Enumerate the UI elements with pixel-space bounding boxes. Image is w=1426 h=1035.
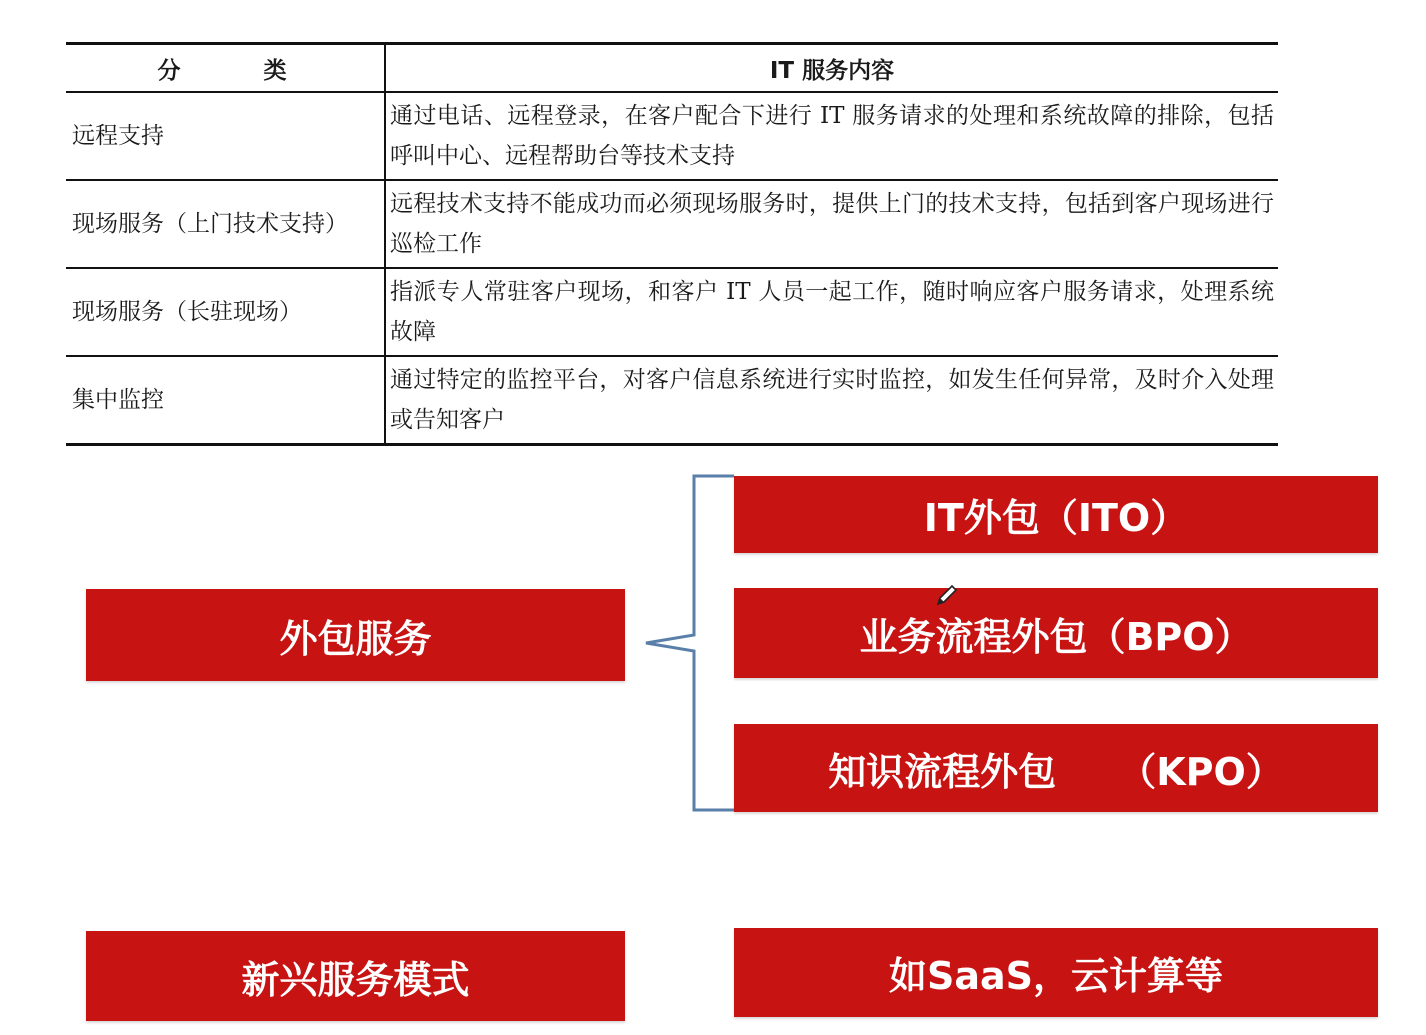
row-content: 远程技术支持不能成功而必须现场服务时，提供上门的技术支持，包括到客户现场进行巡检工作 [390, 191, 1274, 257]
kpo-label-group [828, 741, 1284, 796]
table-header-row [66, 44, 1278, 93]
saas-box [734, 928, 1378, 1017]
row-content: 通过特定的监控平台，对客户信息系统进行实时监控，如发生任何异常，及时介入处理或告知客户 [390, 367, 1274, 433]
table-row [66, 92, 1278, 180]
table-row [66, 356, 1278, 445]
outsourcing-box [86, 589, 625, 681]
row-content: 通过电话、远程登录，在客户配合下进行 IT 服务请求的处理和系统故障的排除，包括呼叫中心、远程帮助台等技术支持 [390, 103, 1274, 169]
emerging-label: 新兴服务模式 [241, 957, 470, 1002]
row-category: 现场服务（长驻现场） [66, 268, 385, 356]
bpo-label: 业务流程外包（BPO） [859, 614, 1253, 659]
row-category: 远程支持 [66, 92, 385, 180]
header-content: IT 服务内容 [769, 57, 895, 84]
outsourcing-label: 外包服务 [279, 616, 432, 661]
kpo-abbr: （KPO） [1118, 749, 1284, 794]
table-row [66, 268, 1278, 356]
brace-path [646, 476, 734, 810]
emerging-services-box [86, 931, 625, 1021]
row-category: 现场服务（上门技术支持） [66, 180, 385, 268]
bpo-box [734, 588, 1378, 678]
row-content: 指派专人常驻客户现场，和客户 IT 人员一起工作，随时响应客户服务请求，处理系统故障 [390, 279, 1274, 345]
it-service-table [66, 42, 1278, 446]
brace-connector [640, 470, 740, 820]
ito-box [734, 476, 1378, 553]
pencil-icon [934, 582, 960, 608]
table-row [66, 180, 1278, 268]
saas-label: 如SaaS，云计算等 [888, 954, 1224, 998]
header-category: 分 类 [66, 44, 385, 93]
ito-label: IT外包（ITO） [923, 496, 1189, 540]
row-category: 集中监控 [66, 356, 385, 445]
kpo-name: 知识流程外包 [828, 749, 1057, 794]
kpo-box [734, 724, 1378, 812]
